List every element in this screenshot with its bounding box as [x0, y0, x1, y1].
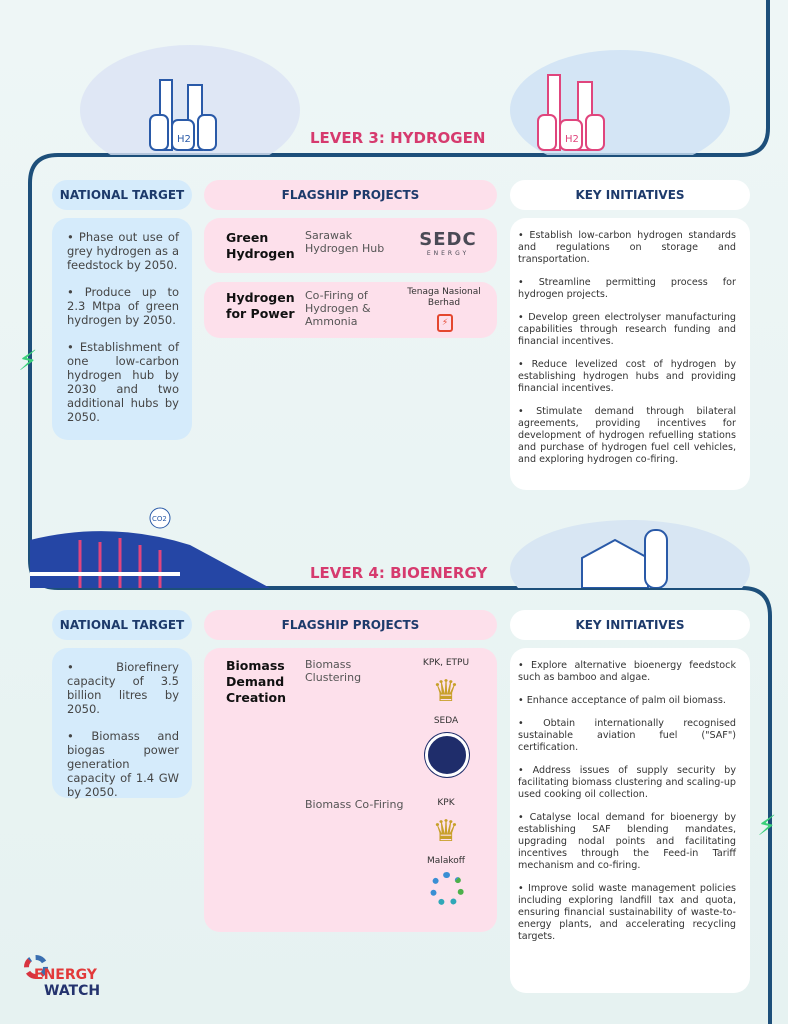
- initiative-item: • Catalyse local demand for bioenergy by establishing SAF blending mandates, upgrading nodal points and facilitating incentives through the Feed-in Tariff mechanism and co-firing.: [518, 812, 736, 871]
- lever4-flagship-projects: [204, 648, 497, 932]
- co2-label: CO2: [152, 515, 167, 523]
- initiative-item: • Explore alternative bioenergy feedstock such as bamboo and algae.: [518, 660, 736, 683]
- initiative-item: • Develop green electrolyser manufacturing capabilities through research funding and financial incentives.: [518, 312, 736, 347]
- target-item: • Biorefinery capacity of 3.5 billion litres by 2050.: [67, 660, 179, 716]
- malakoff-logo-icon: [430, 872, 464, 906]
- org-label: Malakoff: [427, 856, 465, 866]
- flagship-project: Sarawak Hydrogen Hub: [305, 229, 385, 255]
- seda-logo-icon: [425, 733, 469, 777]
- org-label: KPK, ETPU: [422, 658, 470, 668]
- target-item: • Biomass and biogas power generation capacity of 1.4 GW by 2050.: [67, 729, 179, 799]
- flagship-project: Biomass Co-Firing: [305, 798, 404, 811]
- initiative-item: • Stimulate demand through bilateral agreements, providing incentives for development of hydrogen refuelling stations and purchase of hydrogen fuel cell vehicles, and exploring hydrogen co-firing.: [518, 406, 736, 465]
- tnb-logo-icon: ⚡: [437, 314, 453, 332]
- lightning-icon: ⚡: [757, 809, 777, 842]
- lever4-title: LEVER 4: BIOENERGY: [310, 564, 488, 582]
- malaysia-coat-of-arms-icon: ♛: [432, 814, 460, 849]
- flagship-project: Co-Firing of Hydrogen & Ammonia: [305, 289, 371, 328]
- malaysia-coat-of-arms-icon: ♛: [432, 674, 460, 709]
- initiative-item: • Reduce levelized cost of hydrogen by establishing hydrogen hubs and providing financial incentives.: [518, 359, 736, 394]
- target-item: • Phase out use of grey hydrogen as a feedstock by 2050.: [67, 230, 179, 272]
- lever3-national-target-header: NATIONAL TARGET: [52, 180, 192, 210]
- sedc-energy-logo: SEDC ENERGY: [419, 229, 477, 257]
- lever3-key-initiatives-header: KEY INITIATIVES: [510, 180, 750, 210]
- lever3-title: LEVER 3: HYDROGEN: [310, 129, 486, 147]
- flagship-row-green-hydrogen: [204, 218, 497, 273]
- lever4-national-targets: [52, 648, 192, 798]
- flagship-category: Biomass Demand Creation: [226, 658, 286, 705]
- flagship-category: Hydrogen for Power: [226, 290, 295, 321]
- lever3-national-targets: [52, 218, 192, 440]
- flagship-category: Green Hydrogen: [226, 230, 295, 261]
- lever4-key-initiatives: [510, 648, 750, 993]
- org-label: SEDA: [433, 716, 459, 726]
- flagship-row-hydrogen-power: [204, 282, 497, 338]
- tnb-label: Tenaga Nasional Berhad: [407, 287, 481, 308]
- h2-label: H2: [177, 134, 191, 145]
- flagship-project: Biomass Clustering: [305, 658, 362, 684]
- lightning-icon: ⚡: [18, 344, 38, 377]
- initiative-item: • Obtain internationally recognised sustainable aviation fuel ("SAF") certification.: [518, 718, 736, 753]
- target-item: • Produce up to 2.3 Mtpa of green hydrogen by 2050.: [67, 285, 179, 327]
- initiative-item: • Enhance acceptance of palm oil biomass.: [518, 695, 726, 706]
- brand-line2: WATCH: [44, 983, 101, 999]
- initiative-item: • Streamline permitting process for hydrogen projects.: [518, 277, 736, 300]
- lever4-national-target-header: NATIONAL TARGET: [52, 610, 192, 640]
- org-label: KPK: [437, 798, 455, 808]
- brand-line1: ENERGY: [34, 967, 97, 983]
- lever4-key-initiatives-header: KEY INITIATIVES: [510, 610, 750, 640]
- initiative-item: • Improve solid waste management policies including exploring landfill tax and quota, ensuring financial sustainability of waste-to-energy plants, and accelerating recycling targets.: [518, 883, 736, 942]
- lever4-flagship-header: FLAGSHIP PROJECTS: [204, 610, 497, 640]
- h2-label-right: H2: [565, 134, 579, 145]
- lever3-flagship-header: FLAGSHIP PROJECTS: [204, 180, 497, 210]
- initiative-item: • Establish low-carbon hydrogen standards and regulations on storage and transportation.: [518, 230, 736, 265]
- initiative-item: • Address issues of supply security by facilitating biomass clustering and scaling-up used cooking oil collection.: [518, 765, 736, 800]
- target-item: • Establishment of one low-carbon hydrogen hub by 2030 and two additional hubs by 2050.: [67, 340, 179, 424]
- lever3-key-initiatives: [510, 218, 750, 490]
